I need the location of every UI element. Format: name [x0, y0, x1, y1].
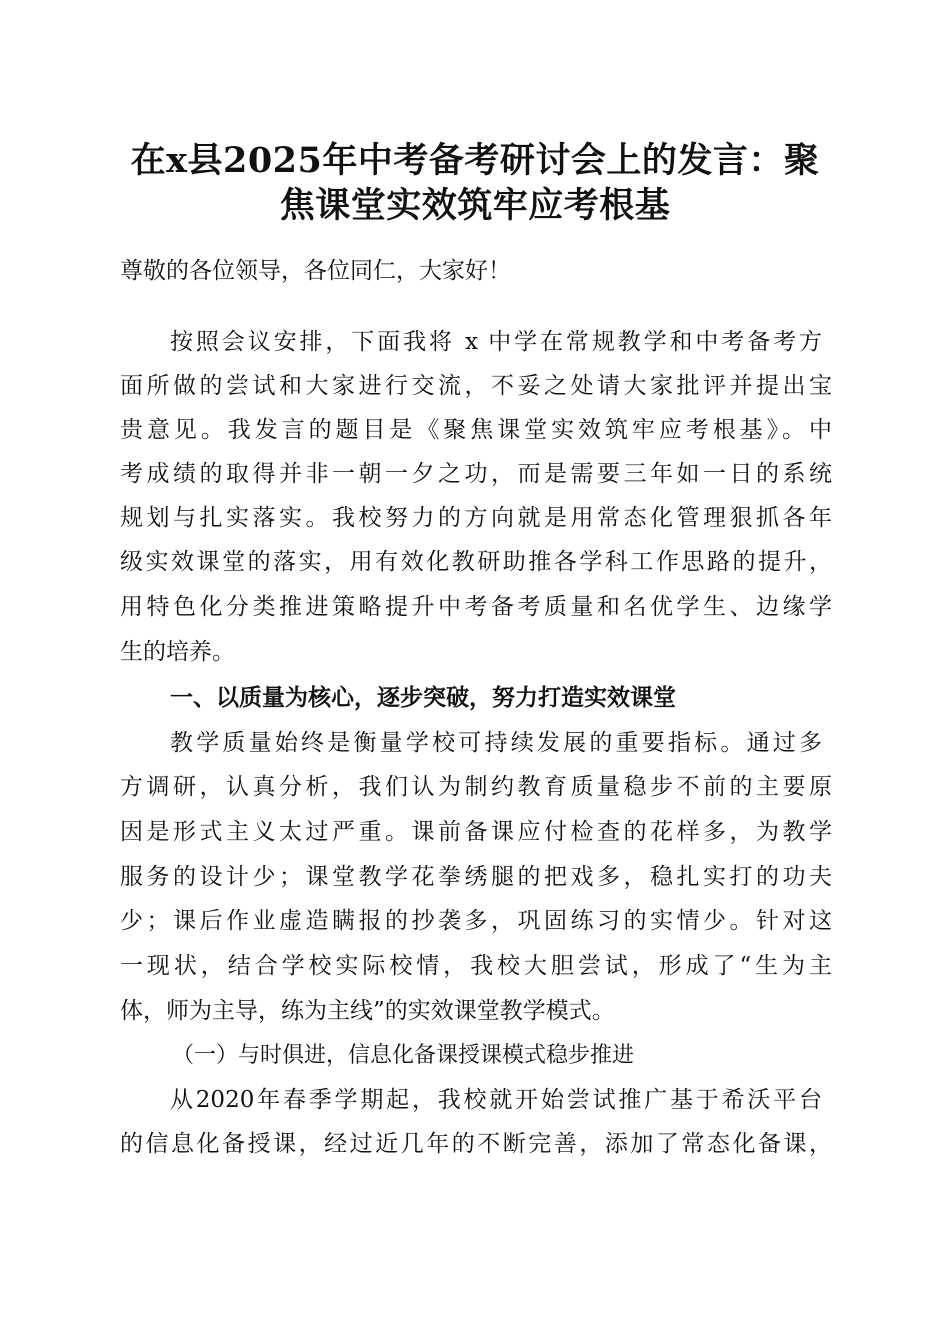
paragraph-line: 服务的设计少；课堂教学花拳绣腿的把戏多，稳扎实打的功夫	[120, 864, 832, 890]
document-title-line-1: 在x县2025年中考备考研讨会上的发言：聚	[130, 140, 820, 181]
paragraph-line: 考成绩的取得并非一朝一夕之功，而是需要三年如一日的系统	[120, 461, 832, 487]
paragraph-line: 一现状，结合学校实际校情，我校大胆尝试，形成了“生为主	[120, 953, 832, 979]
paragraph-line: 规划与扎实落实。我校努力的方向就是用常态化管理狠抓各年	[120, 505, 832, 531]
subsection-heading: （一）与时俱进，信息化备课授课模式稳步推进	[172, 1043, 635, 1068]
paragraph-line: 从2020年春季学期起，我校就开始尝试推广基于希沃平台	[170, 1087, 822, 1113]
paragraph-line: 贵意见。我发言的题目是《聚焦课堂实效筑牢应考根基》。中	[120, 417, 832, 443]
paragraph-line: 面所做的尝试和大家进行交流，不妥之处请大家批评并提出宝	[120, 373, 832, 399]
paragraph-line: 教学质量始终是衡量学校可持续发展的重要指标。通过多	[170, 730, 822, 756]
paragraph-line: 体，师为主导，练为主线”的实效课堂教学模式。	[120, 998, 615, 1024]
paragraph-line: 少；课后作业虚造瞒报的抄袭多，巩固练习的实情少。针对这	[120, 908, 832, 934]
paragraph-line: 方调研，认真分析，我们认为制约教育质量稳步不前的主要原	[120, 774, 832, 800]
section-heading: 一、以质量为核心，逐步突破，努力打造实效课堂	[170, 684, 676, 711]
paragraph-line: 的信息化备授课，经过近几年的不断完善，添加了常态化备课，	[120, 1131, 832, 1157]
paragraph-line: 用特色化分类推进策略提升中考备考质量和名优学生、边缘学	[120, 594, 832, 620]
paragraph-line: 按照会议安排，下面我将 x 中学在常规教学和中考备考方	[170, 329, 822, 355]
document-title-line-2: 焦课堂实效筑牢应考根基	[279, 185, 671, 226]
greeting: 尊敬的各位领导，各位同仁，大家好！	[120, 258, 511, 284]
paragraph-line: 级实效课堂的落实，用有效化教研助推各学科工作思路的提升，	[120, 549, 832, 575]
paragraph-line: 生的培养。	[120, 639, 235, 665]
paragraph-line: 因是形式主义太过严重。课前备课应付检查的花样多，为教学	[120, 819, 832, 845]
